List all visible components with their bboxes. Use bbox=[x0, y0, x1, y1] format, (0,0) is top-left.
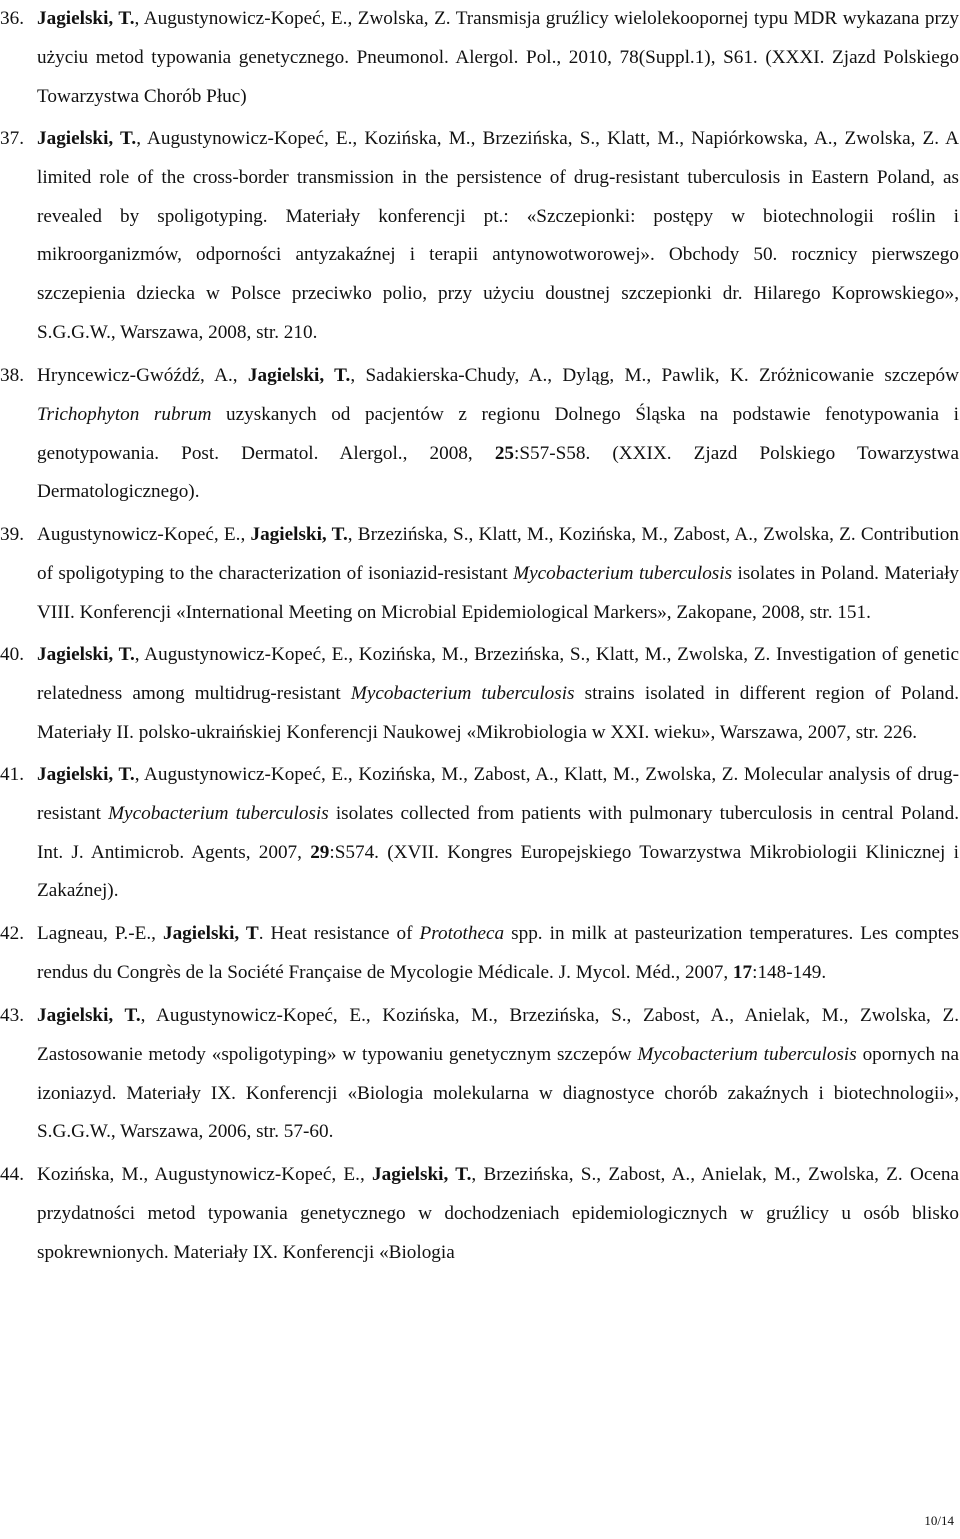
reference-text: Augustynowicz-Kopeć, E., bbox=[37, 524, 251, 545]
reference-text: :S574. (XVII. Kongres Europejskiego Towarzystwa Mikrobiologii Klinicznej i Zakaźnej). bbox=[37, 841, 959, 902]
reference-text: , Brzezińska, S., Klatt, M., Kozińska, M., Zabost, A., Zwolska, Z. Contribution of spoligotyping to the characterization of isoniazid-resistant bbox=[37, 524, 959, 584]
reference-entry bbox=[0, 516, 959, 632]
reference-entry bbox=[0, 997, 959, 1152]
species-name: Mycobacterium tuberculosis bbox=[637, 1043, 857, 1065]
reference-number: 37. bbox=[0, 128, 24, 149]
reference-text: Lagneau, P.-E., bbox=[37, 923, 163, 944]
reference-text: Kozińska, M., Augustynowicz-Kopeć, E., bbox=[37, 1164, 373, 1185]
author-highlight: Jagielski, T. bbox=[37, 128, 137, 149]
reference-text: , Augustynowicz-Kopeć, E., Kozińska, M., Brzezińska, S., Zabost, A., Anielak, M., Zwolska, Z. Zastosowanie metody «spoligotyping» w typowaniu genetycznym szczepów bbox=[37, 1005, 959, 1065]
author-highlight: Jagielski, T. bbox=[37, 764, 135, 785]
reference-number: 40. bbox=[0, 644, 24, 665]
author-highlight: 17 bbox=[732, 961, 753, 983]
species-name: Trichophyton rubrum bbox=[37, 403, 212, 425]
reference-text: isolates in Poland. Materiały VIII. Konferencji «International Meeting on Microbial Epidemiological Markers», Zakopane, 2008, str. 151. bbox=[37, 562, 960, 623]
reference-number: 36. bbox=[0, 8, 24, 29]
author-highlight: 29 bbox=[310, 841, 330, 863]
author-highlight: Jagielski, T. bbox=[37, 1005, 141, 1026]
author-highlight: 25 bbox=[494, 442, 515, 464]
reference-entry bbox=[0, 120, 959, 353]
reference-text: spp. in milk at pasteurization temperatures. Les comptes rendus du Congrès de la Société Française de Mycologie Médicale. J. Mycol. Méd., 2007, bbox=[37, 923, 959, 983]
reference-number: 41. bbox=[0, 764, 24, 785]
reference-entry bbox=[0, 636, 959, 752]
reference-text: uzyskanych od pacjentów z regionu Dolnego Śląska na podstawie fenotypowania i genotypowania. Post. Dermatol. Alergol., 2008, bbox=[37, 403, 959, 464]
species-name: Prototheca bbox=[419, 923, 505, 944]
reference-text: , Augustynowicz-Kopeć, E., Kozińska, M., Brzezińska, S., Klatt, M., Zwolska, Z. Investigation of genetic relatedness among multidrug-resistant bbox=[37, 644, 959, 704]
reference-number: 42. bbox=[0, 923, 24, 944]
reference-text: . Heat resistance of bbox=[258, 923, 420, 944]
reference-entry bbox=[0, 756, 959, 911]
author-highlight: Jagielski, T. bbox=[247, 365, 351, 386]
species-name: Mycobacterium tuberculosis bbox=[350, 682, 575, 704]
reference-text: opornych na izoniazyd. Materiały IX. Konferencji «Biologia molekularna w diagnostyce chorób zakaźnych i biotechnologii», S.G.G.W., Warszawa, 2006, str. 57-60. bbox=[37, 1043, 959, 1143]
author-highlight: Jagielski, T. bbox=[250, 524, 348, 545]
author-highlight: Jagielski, T. bbox=[372, 1164, 472, 1185]
reference-text: strains isolated in different region of Poland. Materiały II. polsko-ukraińskiej Konferencji Naukowej «Mikrobiologia w XXI. wieku», Warszawa, 2007, str. 226. bbox=[37, 682, 959, 743]
page-number: 10/14 bbox=[924, 1513, 954, 1528]
author-highlight: Jagielski, T. bbox=[37, 8, 135, 29]
reference-text: :S57-S58. (XXIX. Zjazd Polskiego Towarzystwa Dermatologicznego). bbox=[37, 442, 960, 503]
reference-text: Hryncewicz-Gwóźdź, A., bbox=[37, 365, 248, 386]
reference-entry bbox=[0, 0, 959, 116]
author-highlight: Jagielski, T. bbox=[37, 644, 135, 665]
reference-text: , Sadakierska-Chudy, A., Dyląg, M., Pawlik, K. Zróżnicowanie szczepów bbox=[350, 365, 959, 386]
reference-text: , Augustynowicz-Kopeć, E., Zwolska, Z. Transmisja gruźlicy wielolekoopornej typu MDR wykazana przy użyciu metod typowania genetycznego. Pneumonol. Alergol. Pol., 2010, 78(Suppl.1), S61. (XXXI. Zjazd Polskiego Towarzystwa Chorób Płuc) bbox=[37, 8, 959, 107]
reference-number: 38. bbox=[0, 365, 24, 386]
reference-text: , Brzezińska, S., Zabost, A., Anielak, M., Zwolska, Z. Ocena przydatności metod typowania genetycznego w dochodzeniach epidemiologicznych w gruźlicy u osób blisko spokrewnionych. Materiały IX. Konferencji «Biologia bbox=[37, 1164, 959, 1263]
reference-text: isolates collected from patients with pulmonary tuberculosis in central Poland. Int. J. Antimicrob. Agents, 2007, bbox=[37, 802, 959, 863]
reference-text: :148-149. bbox=[752, 961, 827, 983]
reference-number: 39. bbox=[0, 524, 24, 545]
reference-entry bbox=[0, 915, 959, 993]
reference-text: , Augustynowicz-Kopeć, E., Kozińska, M., Brzezińska, S., Klatt, M., Napiórkowska, A., Zwolska, Z. A limited role of the cross-border transmission in the persistence of drug-resistant tuberculosis in Eastern Poland, as revealed by spoligotyping. Materiały konferencji pt.: «Szczepionki: postępy w biotechnologii roślin i mikroorganizmów, odporności antyzakaźnej i terapii antynowotworowej». Obchody 50. rocznicy pierwszego szczepienia dziecka w Polsce przeciwko polio, przy użyciu doustnej szczepionki dr. Hilarego Koprowskiego», S.G.G.W., Warszawa, 2008, str. 210. bbox=[37, 128, 959, 343]
reference-number: 43. bbox=[0, 1005, 24, 1026]
reference-number: 44. bbox=[0, 1164, 24, 1185]
reference-entry bbox=[0, 357, 959, 512]
reference-entry bbox=[0, 1156, 959, 1272]
species-name: Mycobacterium tuberculosis bbox=[108, 802, 329, 824]
reference-text: , Augustynowicz-Kopeć, E., Kozińska, M., Zabost, A., Klatt, M., Zwolska, Z. Molecular analysis of drug-resistant bbox=[37, 764, 959, 824]
species-name: Mycobacterium tuberculosis bbox=[513, 562, 733, 584]
author-highlight: Jagielski, T bbox=[162, 923, 259, 944]
